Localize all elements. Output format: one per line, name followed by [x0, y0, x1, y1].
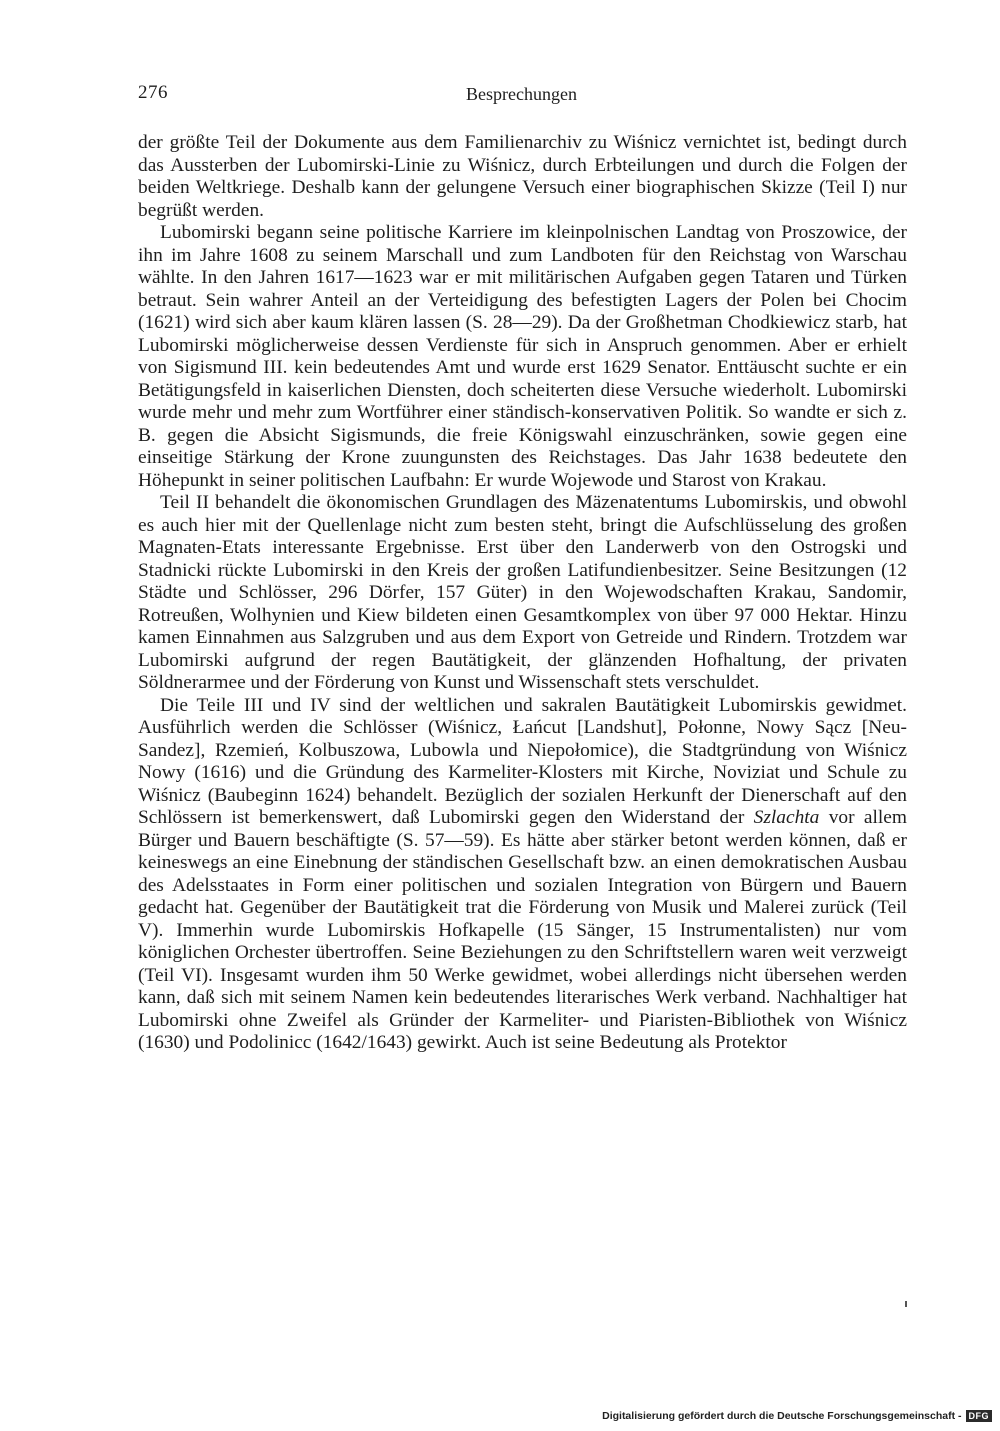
running-title: Besprechungen	[466, 84, 577, 104]
body-paragraph	[138, 222, 907, 492]
digitization-credit: Digitalisierung gefördert durch die Deutsche Forschungsgemeinschaft -	[602, 1410, 962, 1422]
scan-artifact-mark	[905, 1301, 907, 1307]
digitization-footer	[602, 1410, 992, 1422]
paragraph-text: vor allem Bürger und Bauern beschäftigte (S. 57—59). Es hätte aber stärker betont werden können, daß er keineswegs an eine Einebnung der ständischen Gesellschaft bzw. an einen demokratischen Ausbau des Adelsstaates in Form einer politischen und sozialen Integration von Bürgern und Bauern gedacht hat. Gegenüber der Bautätigkeit trat die Förderung von Musik und Malerei zurück (Teil V). Immerhin wurde Lubomirskis Hofkapelle (15 Sänger, 15 Instrumentalisten) nur vom königlichen Orchester übertroffen. Seine Beziehungen zu den Schriftstellern waren weit verzweigt (Teil VI). Insgesamt wurden ihm 50 Werke gewidmet, wobei allerdings nicht übersehen werden kann, daß sich mit seinem Namen kein bedeutendes literarisches Werk verband. Nachhaltiger hat Lubomirski ohne Zweifel als Gründer der Karmeliter- und Piaristen-Bibliothek von Wiśnicz (1630) und Podolinicc (1642/1643) gewirkt. Auch ist seine Bedeutung als Protektor	[138, 807, 907, 1053]
paragraph-text: Lubomirski begann seine politische Karriere im kleinpolnischen Landtag von Proszowice, der ihn im Jahre 1608 zu seinem Marschall und zum Landboten für den Reichstag von Warschau wählte. In den Jahren 1617—1623 war er mit militärischen Aufgaben gegen Tataren und Türken betraut. Sein wahrer Anteil an der Verteidigung des befestigten Lagers der Polen bei Chocim (1621) wird sich aber kaum klären lassen (S. 28—29). Da der Großhetman Chodkiewicz starb, hat Lubomirski möglicherweise dessen Verdienste für sich in Anspruch genommen. Aber er erhielt von Sigismund III. kein bedeutendes Amt und wurde erst 1629 Senator. Enttäuscht suchte er ein Betätigungsfeld in kaiserlichen Diensten, doch scheiterten diese Versuche wiederholt. Lubomirski wurde mehr und mehr zum Wortführer einer ständisch-konservativen Politik. So wandte er sich z. B. gegen die Absicht Sigismunds, die freie Königswahl einzuschränken, sowie gegen eine einseitige Stärkung der Krone zuungunsten des Reichstages. Das Jahr 1638 bedeutete den Höhepunkt in seiner politischen Laufbahn: Er wurde Wojewode und Starost von Krakau.	[138, 222, 907, 491]
paragraph-text: Die Teile III und IV sind der weltlichen und sakralen Bautätigkeit Lubomirskis gewidmet. Ausführlich werden die Schlösser (Wiśnicz, Łańcut [Landshut], Połonne, Nowy Sącz [Neu-Sandez], Rzemień, Kolbuszowa, Lubowla und Niepołomice), die Stadtgründung von Wiśnicz Nowy (1616) und die Gründung des Karmeliter-Klosters mit Kirche, Noviziat und Schule zu Wiśnicz (Baubeginn 1624) behandelt. Bezüglich der sozialen Herkunft der Dienerschaft auf den Schlössern ist bemerkenswert, daß Lubomirski gegen den Widerstand der	[138, 694, 907, 828]
dfg-logo-icon: DFG	[966, 1410, 993, 1422]
body-paragraph	[138, 132, 907, 222]
article-body	[138, 132, 907, 1055]
italic-term: Szlachta	[753, 807, 820, 828]
paragraph-text: Teil II behandelt die ökonomischen Grundlagen des Mäzenatentums Lubomirskis, und obwohl es auch hier mit der Quellenlage nicht zum besten steht, bringt die Aufschlüsselung des großen Magnaten-Etats interessante Ergebnisse. Erst über den Landerwerb von den Ostrogski und Stadnicki rückte Lubomirski in den Kreis der großen Latifundienbesitzer. Seine Besitzungen (12 Städte und Schlösser, 296 Dörfer, 157 Güter) in den Wojewodschaften Krakau, Sandomir, Rotreußen, Wolhynien und Kiew bildeten einen Gesamtkomplex von über 97 000 Hektar. Hinzu kamen Einnahmen aus Salzgruben und aus dem Export von Getreide und Rindern. Trotzdem war Lubomirski aufgrund der regen Bautätigkeit, der glänzenden Hofhaltung, der privaten Söldnerarmee und der Förderung von Kunst und Wissenschaft stets verschuldet.	[138, 492, 907, 693]
paragraph-text: der größte Teil der Dokumente aus dem Familienarchiv zu Wiśnicz vernichtet ist, bedingt durch das Aussterben der Lubomirski-Linie zu Wiśnicz, durch Erbteilungen und durch die Folgen der beiden Weltkriege. Deshalb kann der gelungene Versuch einer biographischen Skizze (Teil I) nur begrüßt werden.	[138, 132, 907, 221]
body-paragraph	[138, 695, 907, 1055]
page-number: 276	[138, 82, 168, 103]
body-paragraph	[138, 492, 907, 695]
